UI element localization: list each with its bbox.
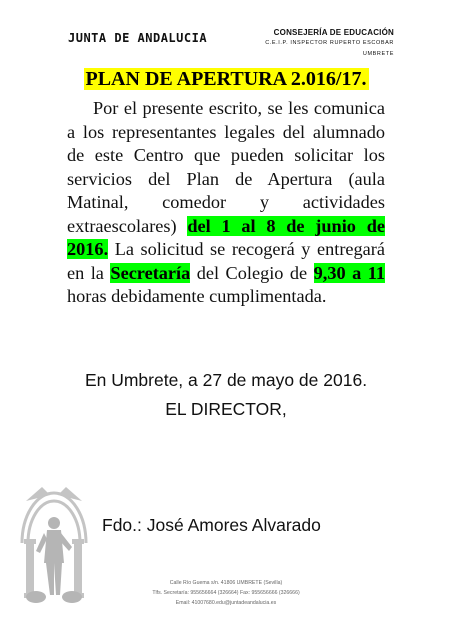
body-text-part1: Por el presente escrito, se les comunica a los representantes legales del alumnado de este Centro que pueden solicitar los servicios del Plan de Apertura (aula Matinal, comedor y actividades extraescolares) (67, 98, 385, 236)
footer-email: Email: 41007680.edu@juntadeandalucia.es (175, 600, 277, 606)
body-text-part4: horas debidamente cumplimentada. (67, 286, 327, 306)
body-text-part2: La solicitud se recogerá y entregará en la (67, 239, 385, 283)
school-header (265, 27, 394, 60)
director-label: EL DIRECTOR, (165, 399, 287, 419)
place-highlight: Secretaría (110, 262, 191, 283)
consejeria-label: CONSEJERÍA DE EDUCACIÓN (273, 28, 394, 37)
document-title: PLAN DE APERTURA 2.016/17. (85, 68, 367, 90)
footer-address: Calle Río Guema s/n. 41806 UMBRETE (Sevilla) (169, 580, 283, 586)
notice-body (67, 97, 385, 309)
signature-line: Fdo.: José Amores Alvarado (102, 515, 321, 535)
dates-highlight: del 1 al 8 de junio de 2016. (67, 215, 385, 259)
town-name: UMBRETE (362, 51, 394, 57)
footer-phones: Tlfs. Secretaría: 955656664 (326664) Fax: 955656666 (326666) (152, 590, 300, 596)
place-and-date: En Umbrete, a 27 de mayo de 2016. (84, 370, 368, 390)
footer-contact (0, 578, 452, 608)
hours-highlight: 9,30 a 11 (313, 262, 385, 283)
school-name: C.E.I.P. INSPECTOR RUPERTO ESCOBAR (265, 40, 394, 46)
title-container (0, 68, 452, 90)
body-text-part3: del Colegio de (190, 262, 314, 283)
junta-de-andalucia-header: JUNTA DE ANDALUCIA (68, 31, 208, 45)
